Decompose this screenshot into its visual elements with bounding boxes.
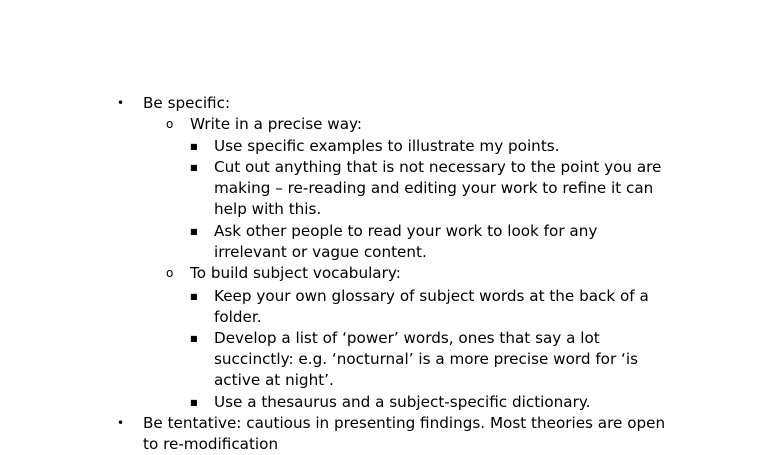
bullet-text: Be specific: xyxy=(143,94,231,112)
text-line: Ask other people to read your work to look for any xyxy=(214,222,598,240)
text-line: succinctly: e.g. ‘nocturnal’ is a more precise word for ‘is xyxy=(214,350,639,369)
sub-sub-bullet-text xyxy=(214,221,597,263)
sub-sub-bullet-text: Use a thesaurus and a subject-specific dictionary. xyxy=(214,393,591,411)
text-line: Cut out anything that is not necessary to the point you are xyxy=(214,158,662,176)
sub-sub-bullet-text xyxy=(214,328,638,392)
sub-sub-bullet-text: Use specific examples to illustrate my points. xyxy=(214,137,560,155)
sub-sub-bullet-text xyxy=(214,286,649,328)
text-line: help with this. xyxy=(214,200,322,219)
hollow-bullet-icon: o xyxy=(166,266,174,280)
square-bullet-icon: ■ xyxy=(190,292,198,301)
hollow-bullet-icon: o xyxy=(166,117,174,131)
bullet-icon: • xyxy=(117,416,125,430)
square-bullet-icon: ■ xyxy=(190,227,198,236)
text-line: Be tentative: cautious in presenting findings. Most theories are open xyxy=(143,414,666,432)
text-line: Develop a list of ‘power’ words, ones that say a lot xyxy=(214,329,600,347)
square-bullet-icon: ■ xyxy=(190,142,198,151)
square-bullet-icon: ■ xyxy=(190,163,198,172)
bullet-icon: • xyxy=(117,96,125,110)
text-line: making – re-reading and editing your work to refine it can xyxy=(214,179,654,198)
text-line: active at night’. xyxy=(214,371,334,390)
square-bullet-icon: ■ xyxy=(190,398,198,407)
text-line: folder. xyxy=(214,308,262,327)
bullet-text xyxy=(143,413,665,455)
text-line: to re-modification xyxy=(143,435,279,454)
square-bullet-icon: ■ xyxy=(190,334,198,343)
sub-sub-bullet-text xyxy=(214,157,661,221)
sub-bullet-text: To build subject vocabulary: xyxy=(190,264,401,282)
sub-bullet-text: Write in a precise way: xyxy=(190,115,363,133)
text-line: Keep your own glossary of subject words at the back of a xyxy=(214,287,649,305)
text-line: irrelevant or vague content. xyxy=(214,243,427,262)
